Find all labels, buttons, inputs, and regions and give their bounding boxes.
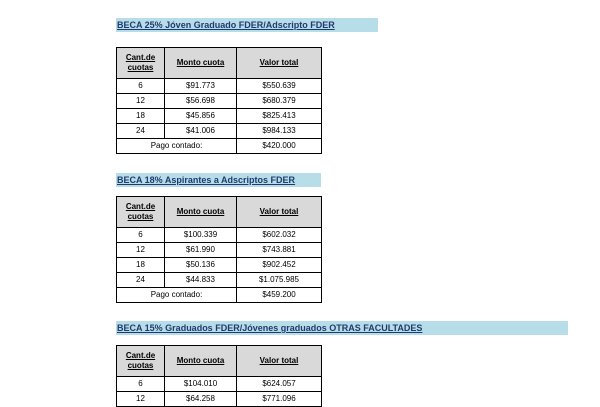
installment-amount-cell: $91.773 (165, 79, 237, 94)
scholarship-section-18 (116, 173, 321, 187)
table-row (117, 377, 322, 392)
total-value-cell: $825.413 (237, 109, 322, 124)
lump-sum-value: $459.200 (237, 288, 322, 303)
table-row (117, 94, 322, 109)
column-header-total-value: Valor total (237, 346, 322, 377)
table-header-row (117, 48, 322, 79)
installments-cell: 6 (117, 377, 165, 392)
lump-sum-label: Pago contado: (117, 139, 237, 154)
column-header-installment-amount: Monto cuota (165, 346, 237, 377)
column-header-installments: Cant.de cuotas (117, 346, 165, 377)
column-header-installment-amount: Monto cuota (165, 48, 237, 79)
installments-cell: 6 (117, 79, 165, 94)
section-title: BECA 15% Graduados FDER/Jóvenes graduados OTRAS FACULTADES (116, 321, 568, 335)
installments-cell: 24 (117, 124, 165, 139)
lump-sum-row (117, 139, 322, 154)
section-title: BECA 18% Aspirantes a Adscriptos FDER (116, 173, 321, 187)
section-title: BECA 25% Jóven Graduado FDER/Adscripto FDER (116, 18, 378, 32)
column-header-total-value: Valor total (237, 48, 322, 79)
total-value-cell: $602.032 (237, 228, 322, 243)
installments-cell: 12 (117, 94, 165, 109)
total-value-cell: $902.452 (237, 258, 322, 273)
installment-amount-cell: $41.006 (165, 124, 237, 139)
installments-cell: 12 (117, 243, 165, 258)
column-header-total-value: Valor total (237, 197, 322, 228)
installment-amount-cell: $56.698 (165, 94, 237, 109)
column-header-installments: Cant.de cuotas (117, 48, 165, 79)
total-value-cell: $771.096 (237, 392, 322, 407)
total-value-cell: $743.881 (237, 243, 322, 258)
table-header-row (117, 197, 322, 228)
installment-amount-cell: $45.856 (165, 109, 237, 124)
installment-amount-cell: $100.339 (165, 228, 237, 243)
installments-cell: 24 (117, 273, 165, 288)
table-row (117, 273, 322, 288)
installment-amount-cell: $44.833 (165, 273, 237, 288)
scholarship-section-15 (116, 321, 568, 335)
table-row (117, 243, 322, 258)
table-row (117, 124, 322, 139)
column-header-installments: Cant.de cuotas (117, 197, 165, 228)
total-value-cell: $680.379 (237, 94, 322, 109)
table-row (117, 392, 322, 407)
fee-table (116, 345, 322, 407)
lump-sum-row (117, 288, 322, 303)
installments-cell: 18 (117, 109, 165, 124)
table-row (117, 228, 322, 243)
installment-amount-cell: $104.010 (165, 377, 237, 392)
table-row (117, 109, 322, 124)
fee-table (116, 196, 322, 303)
installments-cell: 12 (117, 392, 165, 407)
installment-amount-cell: $61.990 (165, 243, 237, 258)
lump-sum-label: Pago contado: (117, 288, 237, 303)
column-header-installment-amount: Monto cuota (165, 197, 237, 228)
total-value-cell: $1.075.985 (237, 273, 322, 288)
installments-cell: 6 (117, 228, 165, 243)
fee-table (116, 47, 322, 154)
table-row (117, 258, 322, 273)
table-header-row (117, 346, 322, 377)
total-value-cell: $984.133 (237, 124, 322, 139)
total-value-cell: $624.057 (237, 377, 322, 392)
installment-amount-cell: $64.258 (165, 392, 237, 407)
installment-amount-cell: $50.136 (165, 258, 237, 273)
installments-cell: 18 (117, 258, 165, 273)
total-value-cell: $550.639 (237, 79, 322, 94)
scholarship-section-25 (116, 18, 378, 32)
table-row (117, 79, 322, 94)
lump-sum-value: $420.000 (237, 139, 322, 154)
